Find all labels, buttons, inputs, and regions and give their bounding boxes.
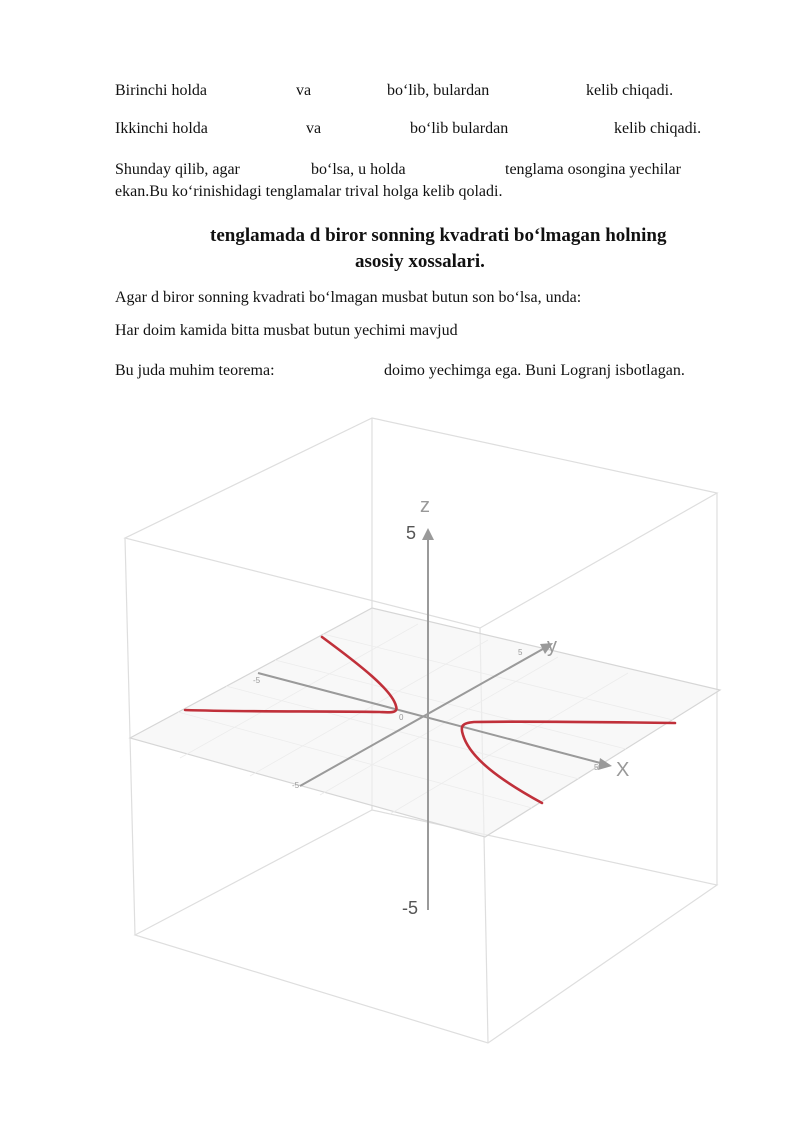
text-fragment: va — [306, 120, 322, 137]
section-heading-line-2: asosiy xossalari. — [355, 251, 485, 272]
x-tick-negative: -5 — [253, 676, 261, 685]
paragraph: Har doim kamida bitta musbat butun yechimi mavjud — [115, 322, 458, 339]
z-tick-min: -5 — [402, 898, 419, 918]
y-axis-label: y — [547, 635, 557, 657]
z-axis-label: z — [420, 495, 430, 517]
origin-tick: 0 — [399, 713, 404, 722]
text-fragment: Bu juda muhim teorema: — [115, 362, 275, 379]
text-fragment: ekan.Bu ko‘rinishidagi tenglamalar trival holga kelib qoladi. — [115, 183, 503, 200]
z-tick-max: 5 — [406, 523, 417, 543]
y-tick-positive: 5 — [518, 648, 523, 657]
text-fragment: Ikkinchi holda — [115, 120, 208, 137]
text-fragment: Birinchi holda — [115, 82, 207, 99]
text-fragment: Shunday qilib, agar — [115, 161, 240, 178]
x-axis-label: X — [616, 759, 630, 781]
text-fragment: doimo yechimga ega. Buni Logranj isbotlagan. — [384, 362, 685, 379]
text-fragment: kelib chiqadi. — [586, 82, 674, 99]
text-fragment: tenglama osongina yechilar — [505, 161, 681, 178]
text-fragment: va — [296, 82, 312, 99]
text-fragment: bo‘lib bulardan — [410, 120, 509, 137]
paragraph: Agar d biror sonning kvadrati bo‘lmagan musbat butun son bo‘lsa, unda: — [115, 289, 582, 306]
y-tick-negative: -5 — [292, 781, 300, 790]
text-fragment: bo‘lsa, u holda — [311, 161, 406, 178]
section-heading-line-1: tenglamada d biror sonning kvadrati bo‘lmagan holning — [210, 225, 667, 246]
text-fragment: kelib chiqadi. — [614, 120, 702, 137]
x-tick-positive: 5 — [594, 763, 599, 772]
text-fragment: bo‘lib, bulardan — [387, 82, 490, 99]
